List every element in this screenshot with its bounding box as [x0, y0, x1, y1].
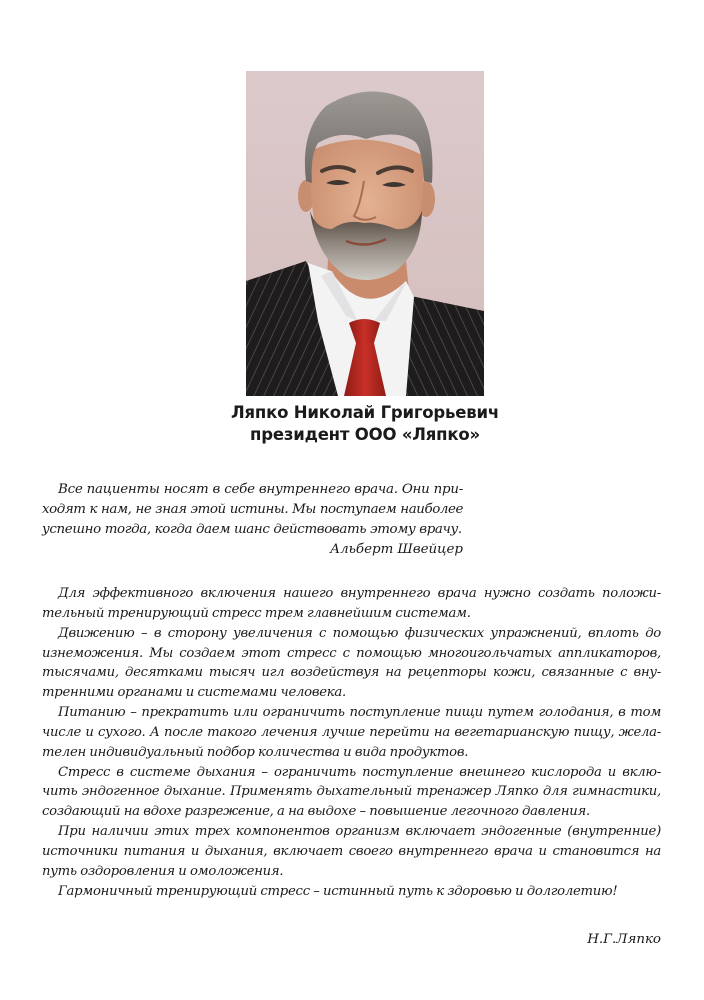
- body-line: Питанию – прекратить или ограничить поступление пищи путем голодания, в том: [58, 705, 661, 721]
- body-text: [42, 584, 661, 902]
- body-line: Для эффективного включения нашего внутреннего врача нужно создать положи-: [58, 586, 661, 601]
- body-line: источники питания и дыхания, включает своего внутреннего врача и становится на: [42, 843, 661, 859]
- person-title: президент ООО «Ляпко»: [250, 425, 480, 444]
- body-line: Гармоничный тренирующий стресс – истинный путь к здоровью и долголетию!: [58, 883, 618, 899]
- epigraph: [42, 480, 463, 560]
- epigraph-line: ходят к нам, не зная этой истины. Мы поступаем наиболее: [42, 502, 463, 517]
- epigraph-line: Все пациенты носят в себе внутреннего врача. Они при-: [58, 482, 463, 497]
- body-line: путь оздоровления и омоложения.: [42, 863, 284, 879]
- body-line: изнеможения. Мы создаем этот стресс с помощью многоигольчатых аппликаторов,: [42, 645, 661, 661]
- body-line: числе и сухого. А после такого лечения лучше перейти на вегетарианскую пищу, жела-: [42, 724, 661, 740]
- portrait-photo: [246, 71, 484, 396]
- signature: Н.Г.Ляпко: [587, 932, 661, 947]
- body-line: При наличии этих трех компонентов организм включает эндогенные (внутренние): [58, 824, 661, 840]
- body-line: телен индивидуальный подбор количества и вида продуктов.: [42, 744, 469, 760]
- epigraph-author: Альберт Швейцер: [329, 542, 463, 557]
- person-name: Ляпко Николай Григорьевич: [230, 403, 499, 422]
- body-line: тренними органами и системами человека.: [42, 685, 346, 701]
- body-line: чить эндогенное дыхание. Применять дыхательный тренажер Ляпко для гимнастики,: [42, 784, 661, 800]
- body-line: тельный тренирующий стресс трем главнейшим системам.: [42, 605, 471, 621]
- portrait-illustration: [246, 71, 484, 396]
- body-line: Движению – в сторону увеличения с помощью физических упражнений, вплоть до: [58, 625, 661, 641]
- epigraph-line: успешно тогда, когда даем шанс действовать этому врачу.: [42, 522, 462, 537]
- body-line: тысячами, десятками тысяч игл воздействуя на рецепторы кожи, связанные с вну-: [42, 665, 661, 681]
- body-line: Стресс в системе дыхания – ограничить поступление внешнего кислорода и вклю-: [58, 764, 661, 780]
- body-line: создающий на вдохе разрежение, а на выдохе – повышение легочного давления.: [42, 804, 590, 820]
- person-header: [150, 402, 580, 446]
